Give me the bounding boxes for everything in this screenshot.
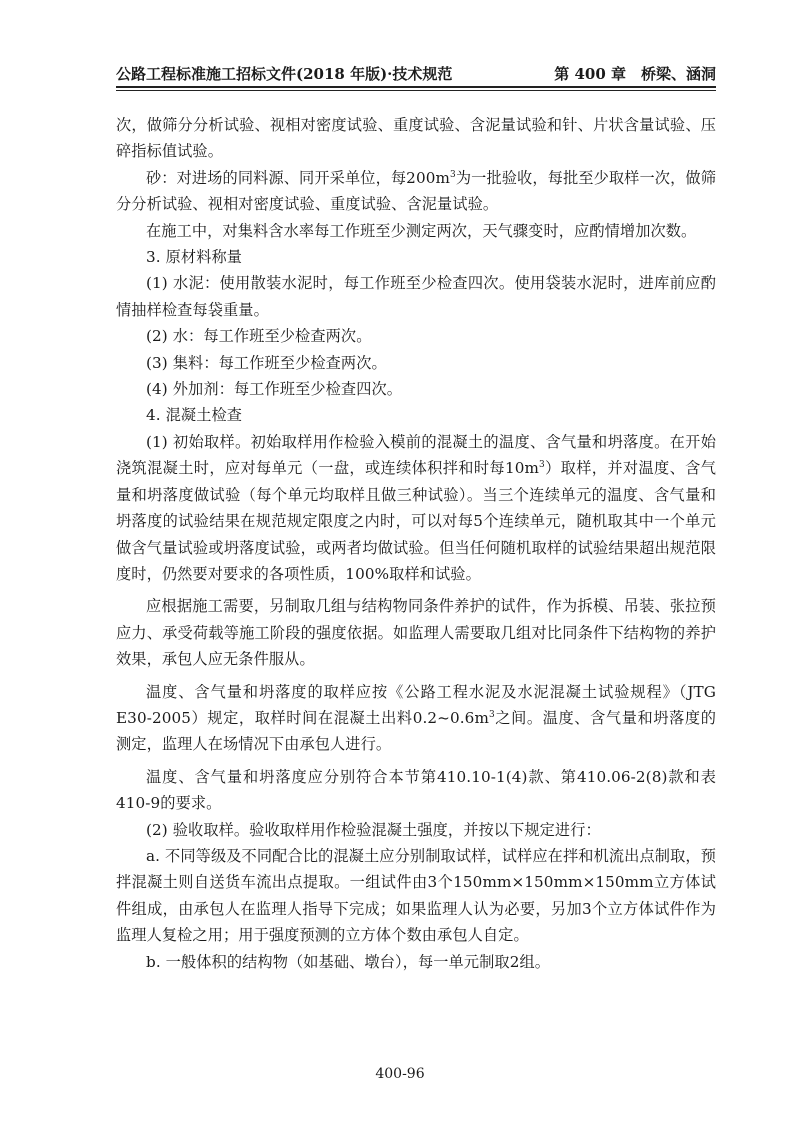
header-document-title: 公路工程标准施工招标文件(2018 年版)·技术规范 <box>116 65 453 83</box>
paragraph: 在施工中，对集料含水率每工作班至少测定两次，天气骤变时，应酌情增加次数。 <box>146 221 697 240</box>
paragraph: (1) 初始取样。初始取样用作检验入模前的混凝土的温度、含气量和坍落度。在开始浇筑混凝土时，应对每单元（一盘，或连续体积拌和时每$10m^3$）取样，并对温度、含气量和坍落度做试验（每个单元均取样且做三种试验）。当三个连续单元的温度、含气量和坍落度的试验结果在规范规定限度之内时，可以对每5个连续单元，随机取其中一个单元做含气量试验或坍落度试验，或两者均做试验。但当任何随机取样的试验结果超出规范限度时，仍然要对要求的各项性质，100%取样和试验。 <box>116 432 716 583</box>
paragraph: 温度、含气量和坍落度应分别符合本节第410.10-1(4)款、第410.06-2(8)款和表410-9的要求。 <box>116 767 716 813</box>
list-item: (2) 水：每工作班至少检查两次。 <box>146 327 372 346</box>
paragraph: a. 不同等级及不同配合比的混凝土应分别制取试样，试样应在拌和机流出点制取，预拌混凝土则自送货车流出点提取。一组试件由3个150mm×150mm×150mm立方体试件组成，由承包人在监理人指导下完成；如果监理人认为必要，另加3个立方体试件作为监理人复检之用；用于强度预测的立方体个数由承包人自定。 <box>116 846 716 945</box>
paragraph: b. 一般体积的结构物（如基础、墩台），每一单元制取2组。 <box>146 952 551 971</box>
paragraph: 次，做筛分分析试验、视相对密度试验、重度试验、含泥量试验和针、片状含量试验、压碎指标值试验。 <box>116 116 716 161</box>
running-header <box>116 58 716 84</box>
paragraph: (2) 验收取样。验收取样用作检验混凝土强度，并按以下规定进行： <box>146 820 601 839</box>
header-rule <box>116 86 716 88</box>
list-item: (4) 外加剂：每工作班至少检查四次。 <box>146 380 403 399</box>
section-heading: 4. 混凝土检查 <box>146 406 243 425</box>
paragraph: (1) 水泥：使用散装水泥时，每工作班至少检查四次。使用袋装水泥时，进库前应酌情抽样检查每袋重量。 <box>116 274 716 319</box>
section-heading: 3. 原材料称量 <box>146 248 243 267</box>
header-rule-thin <box>116 90 716 91</box>
paragraph: 应根据施工需要，另制取几组与结构物同条件养护的试件，作为拆模、吊装、张拉预应力、承受荷载等施工阶段的强度依据。如监理人需要取几组对比同条件下结构物的养护效果，承包人应无条件服从。 <box>116 597 716 669</box>
header-chapter-title: 第 400 章 桥梁、涵洞 <box>554 65 716 83</box>
page-number: 400-96 <box>375 1066 425 1082</box>
list-item: (3) 集料：每工作班至少检查两次。 <box>146 353 387 372</box>
paragraph: 温度、含气量和坍落度的取样应按《公路工程水泥及水泥混凝土试验规程》（JTG E30-2005）规定，取样时间在混凝土出料$0.2\sim 0.6m^3$之间。温度、含气量和坍落度的测定，监理人在场情况下由承包人进行。 <box>116 682 716 754</box>
page-body <box>116 112 716 975</box>
paragraph: 砂：对进场的同料源、同开采单位，每$200m^3$为一批验收，每批至少取样一次，做筛分分析试验、视相对密度试验、重度试验、含泥量试验。 <box>116 168 716 214</box>
